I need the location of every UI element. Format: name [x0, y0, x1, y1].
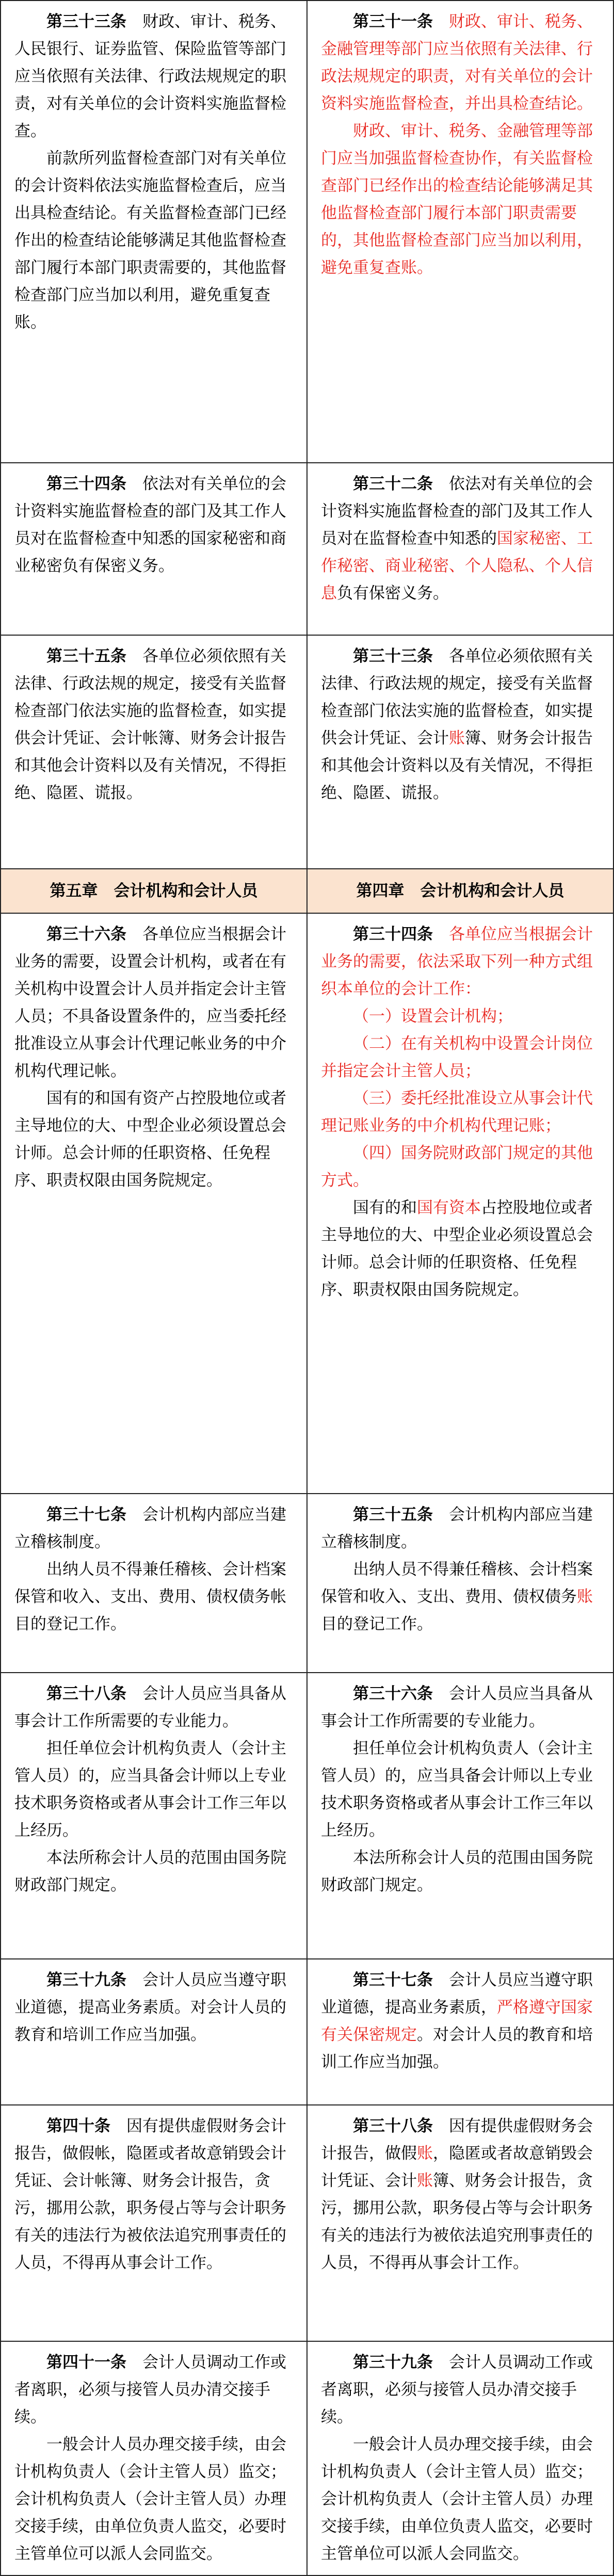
paragraph-text: 会计人员应当遵守职业道德，提高业务素质。对会计人员的教育和培训工作应当加强。	[14, 1971, 286, 2044]
paragraph-text: 会计人员调动工作或者离职，必须与接管人员办清交接手续。	[321, 2353, 593, 2426]
article-paragraph	[14, 1967, 293, 2049]
article-number: 第三十二条	[353, 475, 433, 493]
article-number: 第三十七条	[353, 1971, 433, 1989]
new-law-cell	[307, 2105, 613, 2341]
paragraph-text: 簿、财务会计报告，贪污，挪用公款，职务侵占等与会计职务有关的违法行为被依法追究刑事责任的人员，不得再从事会计工作。	[321, 2172, 593, 2272]
table-body	[1, 1, 613, 2575]
article-number: 第四十一条	[46, 2353, 126, 2372]
article-paragraph	[321, 1140, 600, 1194]
article-number: 第三十三条	[46, 12, 126, 31]
new-law-cell	[307, 913, 613, 1494]
paragraph-text: 会计人员应当遵守职业道德，提高业务素质，	[321, 1971, 593, 2017]
paragraph-text: ，隐匿或者故意销毁会计凭证、会计	[321, 2144, 593, 2190]
amended-text: （三）委托经批准设立从事会计代理记账业务的中介机构代理记账；	[321, 1089, 593, 1135]
cell-content	[321, 1967, 600, 2076]
old-law-cell	[1, 463, 307, 635]
cell-content	[321, 471, 600, 607]
article-row	[1, 2105, 613, 2341]
cell-content	[14, 921, 293, 1194]
article-paragraph	[321, 1967, 600, 2076]
amended-text: 财政、审计、税务、金融管理等部门应当加强监督检查协作，有关监督检查部门已经作出的检查结论能够满足其他监督检查部门履行本部门职责需要的，其他监督检查部门应当加以利用，避免重复查账。	[321, 122, 593, 277]
article-number: 第三十九条	[46, 1971, 126, 1989]
article-number: 第四十条	[46, 2117, 110, 2135]
article-paragraph	[14, 1556, 293, 1638]
amended-text: 账	[449, 729, 465, 748]
article-row	[1, 1, 613, 463]
article-paragraph	[14, 921, 293, 1085]
cell-content	[321, 921, 600, 1304]
paragraph-text: 担任单位会计机构负责人（会计主管人员）的，应当具备会计师以上专业技术职务资格或者从事会计工作三年以上经历。	[14, 1739, 286, 1840]
article-row	[1, 1494, 613, 1673]
paragraph-text: 财政、审计、税务、人民银行、证券监管、保险监管等部门应当依照有关法律、行政法规规定的职责，对有关单位的会计资料实施监督检查。	[14, 12, 286, 140]
article-row	[1, 913, 613, 1494]
article-paragraph	[14, 2431, 293, 2568]
article-paragraph	[14, 8, 293, 145]
paragraph-text: 会计人员应当具备从事会计工作所需要的专业能力。	[321, 1684, 593, 1730]
cell-content	[321, 8, 600, 282]
cell-content	[14, 471, 293, 580]
chapter-heading-row	[1, 869, 613, 913]
article-paragraph	[321, 1680, 600, 1735]
paragraph-text: 会计机构内部应当建立稽核制度。	[14, 1505, 286, 1551]
amended-text: 各单位应当根据会计业务的需要，依法采取下列一种方式组织本单位的会计工作：	[321, 925, 593, 998]
paragraph-text: 簿、财务会计报告和其他会计资料以及有关情况，不得拒绝、隐匿、谎报。	[321, 729, 593, 802]
article-number: 第三十七条	[46, 1505, 126, 1524]
article-paragraph	[321, 118, 600, 282]
new-law-cell	[307, 463, 613, 635]
article-paragraph	[14, 1085, 293, 1194]
amended-text: 账	[577, 1587, 593, 1606]
article-paragraph	[14, 471, 293, 580]
article-paragraph	[321, 1085, 600, 1140]
cell-content	[14, 1501, 293, 1638]
article-paragraph	[321, 643, 600, 807]
paragraph-text: 出纳人员不得兼任稽核、会计档案保管和收入、支出、费用、债权债务	[321, 1560, 593, 1606]
article-paragraph	[321, 1003, 600, 1030]
amended-text: 国家秘密、工作秘密、商业秘密、个人隐私、个人信息	[321, 529, 593, 603]
article-number: 第三十三条	[353, 647, 433, 666]
cell-content	[321, 1680, 600, 1899]
old-law-cell	[1, 913, 307, 1494]
article-row	[1, 463, 613, 635]
article-paragraph	[14, 1680, 293, 1735]
article-number: 第三十五条	[46, 647, 126, 666]
paragraph-text: 国有的和	[353, 1198, 417, 1217]
paragraph-text: 会计人员调动工作或者离职，必须与接管人员办清交接手续。	[14, 2353, 286, 2426]
paragraph-text: 一般会计人员办理交接手续，由会计机构负责人（会计主管人员）监交；会计机构负责人（会计主管人员）办理交接手续，由单位负责人监交，必要时主管单位可以派人会同监交。	[321, 2435, 593, 2563]
paragraph-text: 负有保密义务。	[337, 584, 449, 603]
paragraph-text: 依法对有关单位的会计资料实施监督检查的部门及其工作人员对在监督检查中知悉的国家秘密和商业秘密负有保密义务。	[14, 475, 286, 575]
new-law-cell	[307, 635, 613, 869]
cell-content	[321, 643, 600, 807]
cell-content	[14, 1967, 293, 2049]
cell-content	[14, 8, 293, 336]
article-paragraph	[321, 1030, 600, 1085]
amended-text: （二）在有关机构中设置会计岗位并指定会计主管人员；	[321, 1034, 593, 1080]
amended-text: 账	[417, 2144, 433, 2163]
old-law-cell	[1, 2341, 307, 2575]
old-law-cell	[1, 2105, 307, 2341]
article-number: 第三十六条	[46, 925, 126, 944]
article-number: 第三十六条	[353, 1684, 433, 1703]
article-paragraph	[321, 1501, 600, 1556]
article-paragraph	[321, 1556, 600, 1638]
article-number: 第三十四条	[46, 475, 126, 493]
paragraph-text: 一般会计人员办理交接手续，由会计机构负责人（会计主管人员）监交；会计机构负责人（会计主管人员）办理交接手续，由单位负责人监交，必要时主管单位可以派人会同监交。	[14, 2435, 286, 2563]
paragraph-text: 因有提供虚假财务会计报告，做假	[321, 2117, 593, 2163]
paragraph-text: 国有的和国有资产占控股地位或者主导地位的大、中型企业必须设置总会计师。总会计师的任职资格、任免程序、职责权限由国务院规定。	[14, 1089, 286, 1190]
amended-text: 国有资本	[417, 1198, 481, 1217]
article-number: 第三十一条	[353, 12, 433, 31]
new-law-cell	[307, 2341, 613, 2575]
new-law-cell	[307, 1, 613, 463]
cell-content	[14, 1680, 293, 1899]
cell-content	[321, 1501, 600, 1638]
article-number: 第三十八条	[46, 1684, 126, 1703]
chapter-title-old: 第五章 会计机构和会计人员	[1, 869, 307, 913]
article-paragraph	[14, 1735, 293, 1844]
paragraph-text: 占控股地位或者主导地位的大、中型企业必须设置总会计师。总会计师的任职资格、任免程序、职责权限由国务院规定。	[321, 1198, 593, 1299]
article-paragraph	[321, 2113, 600, 2277]
paragraph-text: 出纳人员不得兼任稽核、会计档案保管和收入、支出、费用、债权债务帐目的登记工作。	[14, 1560, 286, 1633]
amended-text: （一）设置会计机构；	[353, 1007, 513, 1026]
chapter-title-new: 第四章 会计机构和会计人员	[307, 869, 613, 913]
paragraph-text: 各单位必须依照有关法律、行政法规的规定，接受有关监督检查部门依法实施的监督检查，如实提供会计凭证、会计帐簿、财务会计报告和其他会计资料以及有关情况，不得拒绝、隐匿、谎报。	[14, 647, 286, 802]
paragraph-text: 担任单位会计机构负责人（会计主管人员）的，应当具备会计师以上专业技术职务资格或者从事会计工作三年以上经历。	[321, 1739, 593, 1840]
new-law-cell	[307, 1673, 613, 1959]
old-law-cell	[1, 1, 307, 463]
cell-content	[321, 2349, 600, 2568]
amended-text: 严格遵守国家有关保密规定	[321, 1998, 593, 2044]
article-number: 第三十九条	[353, 2353, 433, 2372]
article-paragraph	[14, 2113, 293, 2277]
article-paragraph	[321, 1735, 600, 1844]
cell-content	[321, 2113, 600, 2277]
paragraph-text: 各单位必须依照有关法律、行政法规的规定，接受有关监督检查部门依法实施的监督检查，如实提供会计凭证、会计	[321, 647, 593, 748]
article-paragraph	[14, 145, 293, 336]
paragraph-text	[433, 925, 449, 944]
article-row	[1, 1673, 613, 1959]
paragraph-text: 前款所列监督检查部门对有关单位的会计资料依法实施监督检查后，应当出具检查结论。有关监督检查部门已经作出的检查结论能够满足其他监督检查部门履行本部门职责需要的，其他监督检查部门应当加以利用，避免重复查账。	[14, 149, 286, 332]
paragraph-text: 本法所称会计人员的范围由国务院财政部门规定。	[14, 1849, 286, 1894]
amended-text: （四）国务院财政部门规定的其他方式。	[321, 1144, 593, 1190]
new-law-cell	[307, 1959, 613, 2105]
amended-text: 账	[417, 2172, 433, 2190]
article-paragraph	[321, 8, 600, 118]
article-number: 第三十五条	[353, 1505, 433, 1524]
paragraph-text: 依法对有关单位的会计资料实施监督检查的部门及其工作人员对在监督检查中知悉的	[321, 475, 593, 548]
old-law-cell	[1, 1673, 307, 1959]
paragraph-text: 因有提供虚假财务会计报告，做假帐，隐匿或者故意销毁会计凭证、会计帐簿、财务会计报告，贪污，挪用公款，职务侵占等与会计职务有关的违法行为被依法追究刑事责任的人员，不得再从事会计工作。	[14, 2117, 286, 2272]
old-law-cell	[1, 635, 307, 869]
cell-content	[14, 2113, 293, 2277]
article-paragraph	[321, 2431, 600, 2568]
article-paragraph	[14, 643, 293, 807]
paragraph-text: 会计机构内部应当建立稽核制度。	[321, 1505, 593, 1551]
paragraph-text: 。对会计人员的教育和培训工作应当加强。	[321, 2026, 593, 2071]
article-paragraph	[321, 921, 600, 1003]
article-row	[1, 635, 613, 869]
article-number: 第三十八条	[353, 2117, 433, 2135]
paragraph-text: 目的登记工作。	[321, 1615, 433, 1633]
article-paragraph	[14, 1501, 293, 1556]
article-paragraph	[321, 2349, 600, 2431]
paragraph-text: 会计人员应当具备从事会计工作所需要的专业能力。	[14, 1684, 286, 1730]
article-paragraph	[14, 1844, 293, 1899]
article-row	[1, 1959, 613, 2105]
cell-content	[14, 643, 293, 807]
paragraph-text	[433, 12, 449, 31]
article-number: 第三十四条	[353, 925, 433, 944]
article-paragraph	[14, 2349, 293, 2431]
old-law-cell	[1, 1494, 307, 1673]
article-paragraph	[321, 1844, 600, 1899]
old-law-cell	[1, 1959, 307, 2105]
article-paragraph	[321, 471, 600, 607]
article-row	[1, 2341, 613, 2575]
cell-content	[14, 2349, 293, 2568]
article-paragraph	[321, 1194, 600, 1304]
new-law-cell	[307, 1494, 613, 1673]
paragraph-text: 本法所称会计人员的范围由国务院财政部门规定。	[321, 1849, 593, 1894]
paragraph-text: 各单位应当根据会计业务的需要，设置会计机构，或者在有关机构中设置会计人员并指定会计主管人员；不具备设置条件的，应当委托经批准设立从事会计代理记帐业务的中介机构代理记帐。	[14, 925, 286, 1080]
amended-text: 财政、审计、税务、金融管理等部门应当依照有关法律、行政法规规定的职责，对有关单位的会计资料实施监督检查，并出具检查结论。	[321, 12, 593, 113]
